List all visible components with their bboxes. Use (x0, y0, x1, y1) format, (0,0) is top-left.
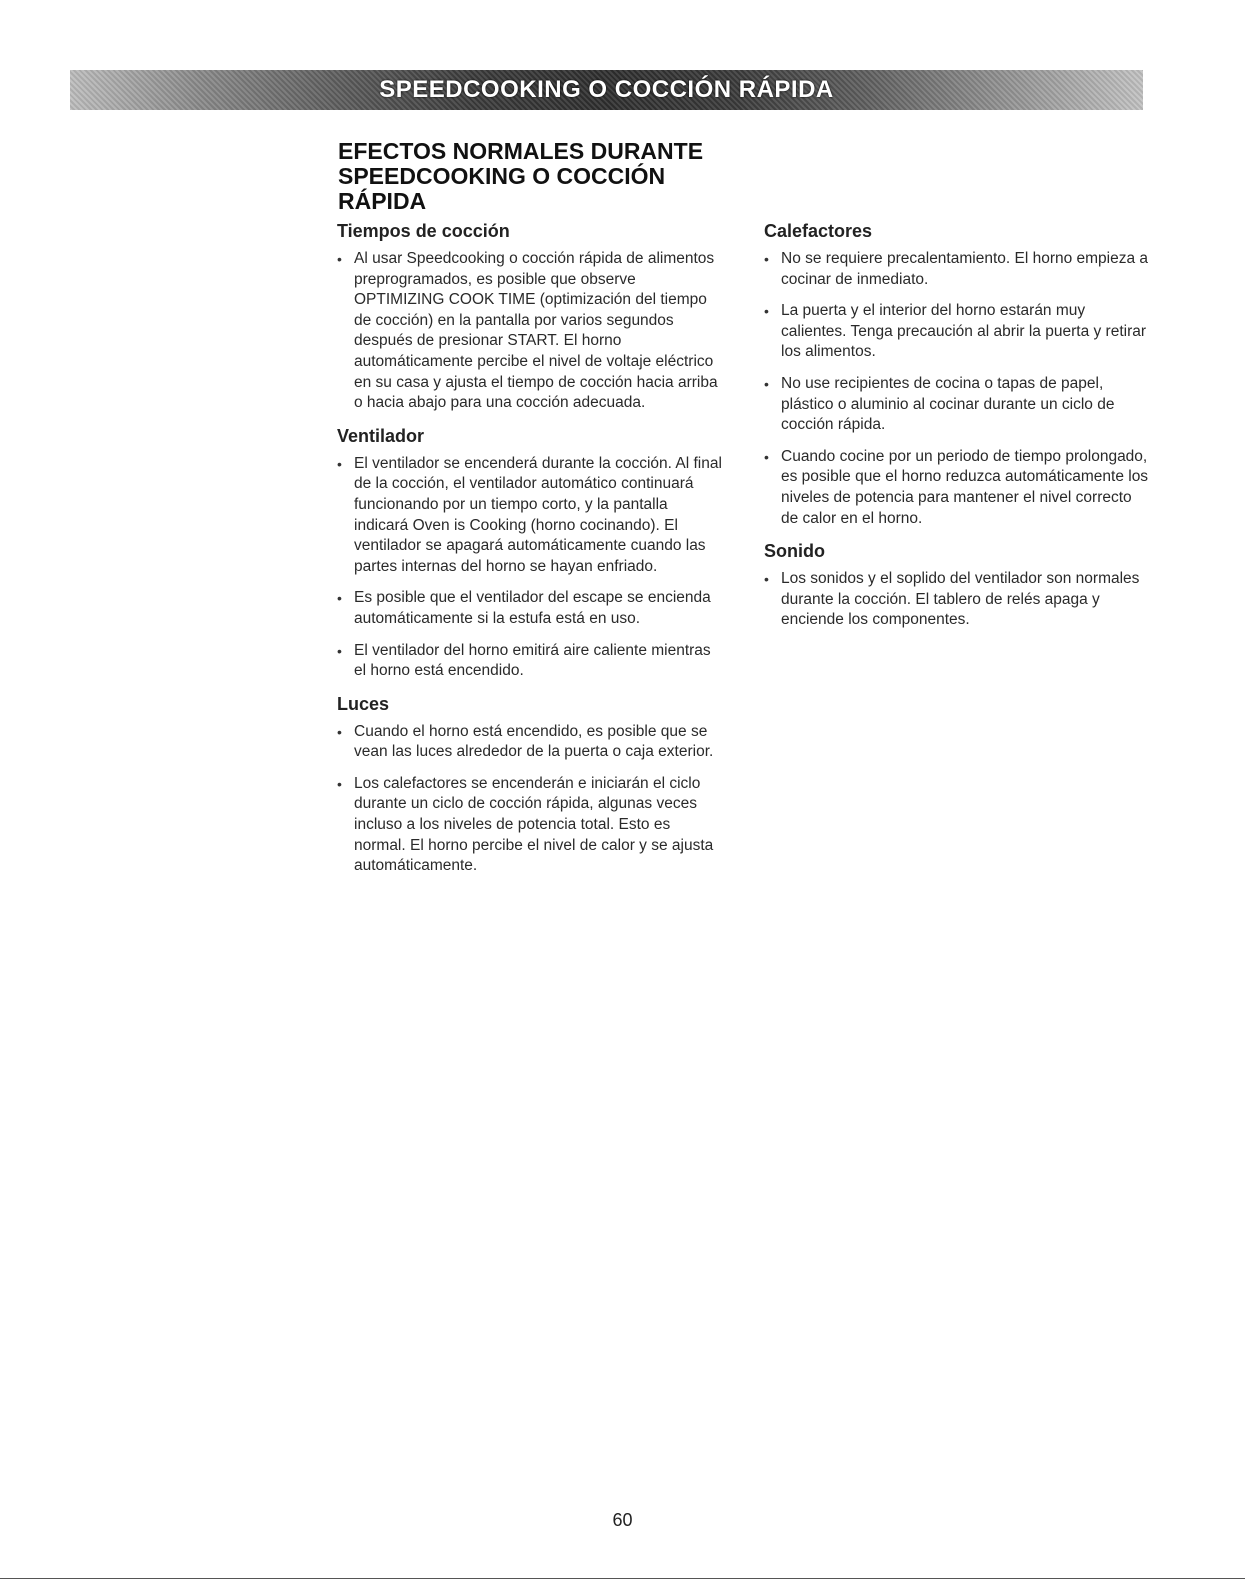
page-number: 60 (612, 1510, 633, 1530)
bullet-item: • Cuando cocine por un periodo de tiempo prolongado, es posible que el horno reduzca automáticamente los niveles de potencia para mantener el nivel correcto de calor en el horno. (764, 447, 1149, 529)
section-heading: Sonido (764, 541, 825, 562)
left-column (337, 220, 722, 888)
bullet-item: • No se requiere precalentamiento. El horno empieza a cocinar de inmediato. (764, 249, 1149, 290)
bullet-item: • La puerta y el interior del horno estarán muy calientes. Tenga precaución al abrir la puerta y retirar los alimentos. (764, 301, 1149, 363)
bullet-list (764, 249, 1149, 529)
page-title: EFECTOS NORMALES DURANTE SPEEDCOOKING O COCCIÓN RÁPIDA (338, 138, 704, 214)
section-calefactores (764, 220, 1149, 529)
section-heading: Calefactores (764, 221, 873, 241)
bullet-item: • Al usar Speedcooking o cocción rápida de alimentos preprogramados, es posible que observe OPTIMIZING COOK TIME (optimización del tiempo de cocción) en la pantalla por varios segundos después de presionar START. El horno automáticamente percibe el nivel de voltaje eléctrico en su casa y ajusta el tiempo de cocción hacia arriba o hacia abajo para una cocción adecuada. (337, 249, 722, 414)
section-banner (70, 70, 1143, 110)
bottom-divider (0, 1578, 1245, 1579)
banner-title: SPEEDCOOKING O COCCIÓN RÁPIDA (379, 76, 834, 103)
section-luces (337, 693, 722, 877)
section-ventilador (337, 425, 722, 682)
bullet-item: • No use recipientes de cocina o tapas de papel, plástico o aluminio al cocinar durante un ciclo de cocción rápida. (764, 374, 1149, 436)
section-heading: Tiempos de cocción (337, 221, 510, 241)
section-sonido (764, 540, 1149, 631)
bullet-item: • Los sonidos y el soplido del ventilador son normales durante la cocción. El tablero de relés apaga y enciende los componentes. (764, 569, 1149, 631)
section-heading: Ventilador (337, 425, 425, 446)
bullet-item: • El ventilador del horno emitirá aire caliente mientras el horno está encendido. (337, 641, 722, 682)
right-column (764, 220, 1149, 642)
section-heading: Luces (337, 693, 390, 714)
bullet-list (337, 249, 722, 414)
bullet-list (337, 722, 722, 877)
bullet-list (337, 454, 722, 682)
bullet-list (764, 569, 1149, 631)
bullet-item: • Los calefactores se encenderán e iniciarán el ciclo durante un ciclo de cocción rápida, algunas veces incluso a los niveles de potencia total. Esto es normal. El horno percibe el nivel de calor y se ajusta automáticamente. (337, 774, 722, 877)
bullet-item: • Cuando el horno está encendido, es posible que se vean las luces alrededor de la puerta o caja exterior. (337, 722, 722, 763)
section-tiempos-de-coccion (337, 220, 722, 414)
bullet-item: • El ventilador se encenderá durante la cocción. Al final de la cocción, el ventilador automático continuará funcionando por un tiempo corto, y la pantalla indicará Oven is Cooking (horno cocinando). El ventilador se apagará automáticamente cuando las partes internas del horno se hayan enfriado. (337, 454, 722, 578)
bullet-item: • Es posible que el ventilador del escape se encienda automáticamente si la estufa está en uso. (337, 588, 722, 629)
